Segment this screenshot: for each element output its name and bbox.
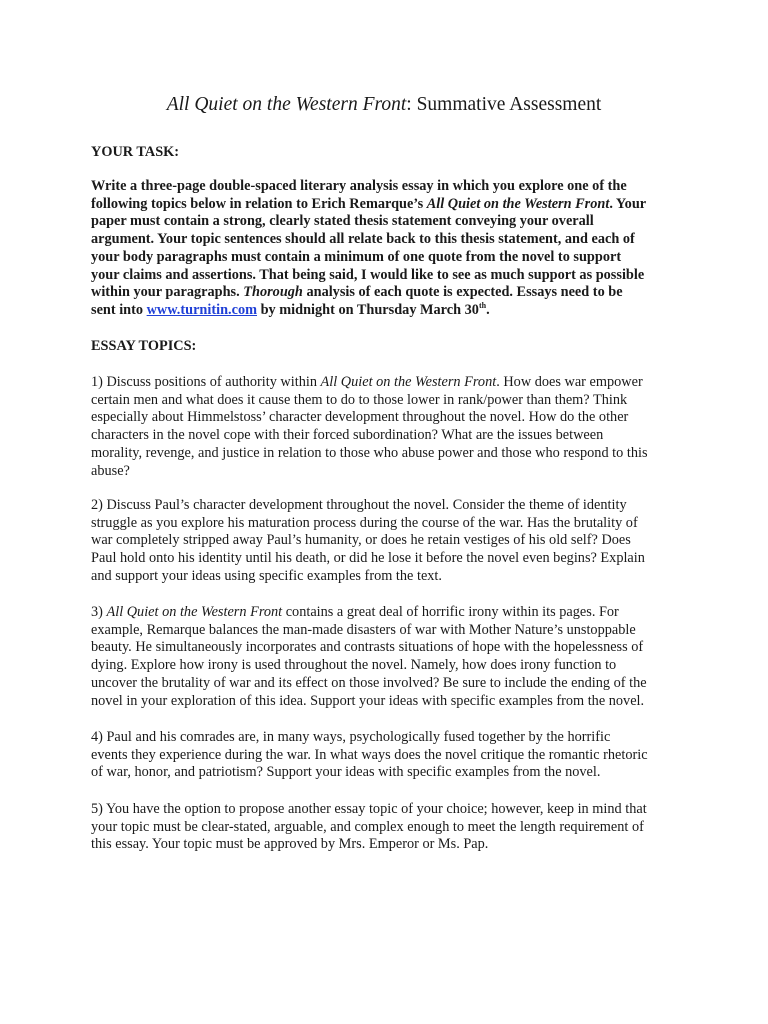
topic-book-name: All Quiet on the Western Front <box>106 604 283 620</box>
task-text: within your paragraphs. <box>91 284 244 301</box>
topic-text: . How does war empower <box>496 374 643 390</box>
topic-text: 3) <box>91 604 107 620</box>
title-book-name: All Quiet on the Western Front <box>166 94 407 115</box>
task-line: Write a three-page double-spaced literary analysis essay in which you explore one of the <box>91 178 627 194</box>
topic-line: characters in the novel cope with their forced subordination? What are the issues between <box>91 427 604 444</box>
ordinal-suffix: th <box>478 300 487 310</box>
topic-4 <box>91 729 691 782</box>
topic-1 <box>91 374 691 480</box>
topic-line: example, Remarque balances the man-made disasters of war with Mother Nature’s unstoppable <box>91 621 636 638</box>
topic-5 <box>91 801 691 854</box>
topic-line: this essay. Your topic must be approved by Mrs. Emperor or Ms. Pap. <box>91 836 489 853</box>
title-suffix: : Summative Assessment <box>406 94 602 115</box>
task-line: paper must contain a strong, clearly stated thesis statement conveying your overall <box>91 213 594 230</box>
topic-line: uncover the brutality of war and its effect on those involved? Be sure to include the ending of the <box>91 674 647 691</box>
task-emphasis: Thorough <box>243 284 303 301</box>
topic-line: certain men and what does it cause them to do to those lower in rank/power than them? Think <box>91 391 628 408</box>
task-line <box>91 302 691 320</box>
task-line <box>91 196 691 214</box>
topic-line: novel in your exploration of this idea. Support your ideas with specific examples from the novel. <box>91 692 645 709</box>
topic-line: 2) Discuss Paul’s character development throughout the novel. Consider the theme of identity <box>91 497 627 513</box>
task-line: your claims and assertions. That being said, I would like to see as much support as possible <box>91 266 645 283</box>
turnitin-link[interactable]: www.turnitin.com <box>146 301 258 318</box>
topic-line: and support your ideas using specific examples from the text. <box>91 567 442 584</box>
topic-line: events they experience during the war. In what ways does the novel critique the romantic rhetoric <box>91 746 648 763</box>
topic-line <box>91 604 691 622</box>
task-text: sent into <box>91 301 147 318</box>
topic-line: war completely stripped away Paul’s humanity, or does he retain vestiges of his old self? Does <box>91 532 631 549</box>
task-line: argument. Your topic sentences should all relate back to this thesis statement, and each of <box>91 231 635 248</box>
topic-2 <box>91 497 691 586</box>
task-text: analysis of each quote is expected. Essays need to be <box>302 284 623 301</box>
task-text: by midnight on Thursday March 30 <box>257 301 479 318</box>
topic-book-name: All Quiet on the Western Front <box>320 374 497 390</box>
topic-line: struggle as you explore his maturation process during the course of the war. Has the brutality of <box>91 514 638 531</box>
task-line <box>91 284 691 302</box>
task-book-name: All Quiet on the Western Front <box>426 195 610 212</box>
topic-line: beauty. He simultaneously incorporates and contrasts situations of hope with the hopelessness of <box>91 639 644 656</box>
topic-line: dying. Explore how irony is used throughout the novel. Namely, how does irony function to <box>91 657 617 674</box>
topic-line <box>91 374 691 392</box>
topic-line: abuse? <box>91 462 130 479</box>
topics-heading: ESSAY TOPICS: <box>91 338 197 354</box>
topic-text: 1) Discuss positions of authority within <box>91 374 321 390</box>
task-heading: YOUR TASK: <box>91 144 180 160</box>
topic-3 <box>91 604 691 710</box>
task-text: following topics below in relation to Erich Remarque’s <box>91 195 427 212</box>
topic-line: Paul hold onto his identity until his death, or did he lose it before the novel even begins? Explain <box>91 550 645 567</box>
task-text: . Your <box>609 195 647 212</box>
page-title <box>0 93 768 117</box>
topic-line: morality, revenge, and justice in relation to those who abuse power and those who respond to this <box>91 444 648 461</box>
topic-text: contains a great deal of horrific irony within its pages. For <box>282 604 619 620</box>
topic-line: your topic must be clear-stated, arguable, and complex enough to meet the length requirement of <box>91 818 644 835</box>
topic-line: especially about Himmelstoss’ character development throughout the novel. How do the other <box>91 409 629 426</box>
topic-line: 5) You have the option to propose another essay topic of your choice; however, keep in mind that <box>91 801 647 817</box>
task-line: your body paragraphs must contain a minimum of one quote from the novel to support <box>91 248 622 265</box>
task-text: . <box>486 301 490 318</box>
task-paragraph <box>91 178 691 320</box>
topic-line: of war, honor, and patriotism? Support your ideas with specific examples from the novel. <box>91 764 601 781</box>
topic-line: 4) Paul and his comrades are, in many ways, psychologically fused together by the horrific <box>91 729 611 745</box>
